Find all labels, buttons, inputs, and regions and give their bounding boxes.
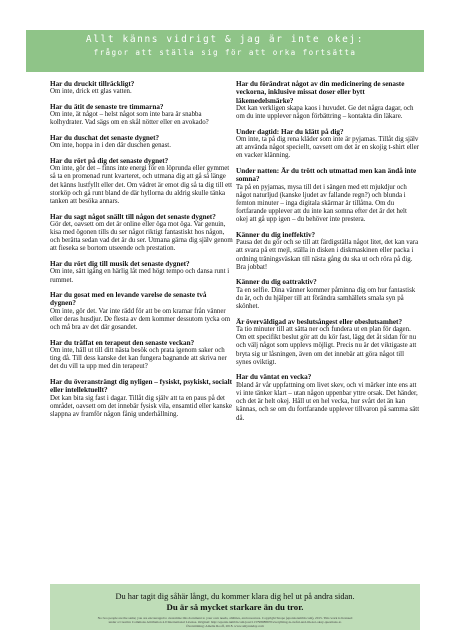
question-heading: Under dagtid: Har du klätt på dig? [236,127,344,136]
question-heading: Har du rört dig till musik det senaste dygnet? [50,260,190,269]
question-block [50,134,234,151]
question-answer: Ta tio minuter till att sätta ner och fundera ut en plan för dagen. Om ett specifikt beslut gör att du kör fast, lägg det åt sidan för nu och välj något som upplevs möjligt. Precis nu är det viktigaste att bryta sig ur låsningen, även om det innebär att göra något till synes oviktigt. [236,326,417,366]
question-answer: Om inte, sätt igång en härlig låt med högt tempo och dansa runt i rummet. [50,268,230,284]
question-answer: Om inte, ät något – helst något som inte bara är snabba kolhydrater. Vad sägs om en skål nötter eller en avokado? [50,111,209,127]
question-block [50,339,234,372]
question-block [50,103,234,128]
title-banner [26,30,424,72]
right-column [236,80,420,429]
question-heading: Känner du dig oattraktiv? [236,278,317,287]
question-answer: Det kan bita sig fast i dagar. Tillåt dig själv att ta en paus på det området, oavsett om det innebär fysisk vila, ensamtid eller kanske slappna av framför någon fånig underhållning. [50,394,232,419]
question-answer: Om inte, drick ett glas vatten. [50,88,132,96]
question-block [236,373,420,422]
question-block [236,231,420,272]
question-answer: Pausa det du gör och se till att färdigställa något litet, det kan vara att svara på ett mejl, ställa in disken i diskmaskinen eller packa i ordning träningsväskan till nästa gång du ska ut och röra på dig. Bra jobbat! [236,239,419,271]
page-title: Allt känns vidrigt & jag är inte okej: [85,34,365,45]
question-block [50,291,234,332]
encouragement-line: Du har tagit dig såhär långt, du kommer klara dig hel ut på andra sidan. [115,592,355,601]
question-heading: Har du överansträngt dig nyligen – fysiskt, psykiskt, socialt eller intellektuellt? [50,378,232,395]
question-answer: Ibland är vår uppfattning om livet skev, och vi märker inte ens att vi inte tänker klart – utan någon uppenbar yttre orsak. Det händer, och det är helt okej. Håll ut en hel vecka, hur svårt det än kan kännas, och se om du fortfarande upplever tillvaron på samma sätt då. [236,381,420,422]
question-columns [0,80,450,580]
question-heading: Har du väntat en vecka? [236,373,312,382]
license-footer [28,616,422,629]
question-heading: Har du sagt något snällt till någon det senaste dygnet? [50,212,216,221]
question-heading: Är överväldigad av beslutsångest eller obeslutsamhet? [236,317,403,326]
footer-line: under a Creative Commons Attribution 4.0 International License. Original: http://eponis.tumblr.com/post/113798088670/everything-is-awful-and-im-not-okay-questions-to [108,620,342,625]
question-heading: Har du duschat det senaste dygnet? [50,133,160,142]
question-block [236,278,420,311]
question-block [50,213,234,254]
question-answer: Om inte, gör det – finns inte energi för en löprunda eller gymmet så ta en promenad runt kvarteret, och utmana dig att gå så länge det känns lustfyllt eller det. Om vädret är emot dig så ta dig till ett storköp och gå runt bland de där hyllorna du aldrig skulle tänka tanken att besöka annars. [50,165,232,205]
question-block [236,318,420,367]
question-block [50,157,234,206]
question-heading: Har du träffat en terapeut den senaste veckan? [50,338,195,347]
footer-line: Översättning: Amelie Rooff, 2018. www.amyrunday.com [186,624,264,629]
question-answer: Om inte, ta på dig rena kläder som inte är pyjamas. Tillåt dig själv att använda något speciellt, oavsett om det är en skojig t-shirt eller en vacker klänning. [236,135,419,160]
question-block [50,378,234,419]
footer-line: No two people are the same; you are encouraged to customize this document to your own needs, abilities, and resources. Copyright Snope (eponis.tumblr.com), 2015. This work is licensed [97,616,353,620]
question-heading: Har du druckit tillräckligt? [50,80,135,88]
question-answer: Gör det, oavsett om det är online eller öga mot öga. Var genuin, kisa med ögonen tills du ser något riktigt fantastiskt hos någon, och berätta sedan vad det är du ser. Utmana gärna dig själv genom att fieseka se bortom utseende och prestation. [50,220,233,253]
question-block [50,260,234,285]
encouragement-bold-line: Du är så mycket starkare än du tror. [166,602,304,612]
question-heading: Har du förändrat något av din medicinering de senaste veckorna, inklusive missat doser eller bytt läkemedelsmärke? [236,80,405,105]
question-answer: Ta på en pyjamas, mysa till det i sängen med ett mjukdjur och något naturljud (kanske ljudet av fallande regn?) och blunda i femton minuter – inga digitala skärmar är tillåtna. Om du fortfarande upplever att du inte kan somna efter det är det helt okej att gå upp igen – du behöver inte prestera. [236,183,407,224]
question-heading: Känner du dig ineffektiv? [236,230,316,239]
question-block [236,128,420,161]
question-block [236,167,420,225]
left-column [50,80,234,426]
question-answer: Det kan verkligen skapa kaos i huvudet. Ge det några dagar, och om du inte upplever någon förbättring – kontakta din läkare. [236,104,414,121]
question-answer: Om inte, hoppa in i den där duschen genast. [50,142,171,150]
question-answer: Om inte, häll ut till ditt nästa besök och prata igenom saker och ting då. Till dess kanske det kan fungera bagnande att skriva ner det du vill ta upp med din terapeut? [50,347,227,371]
question-heading: Har du gosat med en levande varelse de senaste två dygnen? [50,291,207,308]
question-heading: Under natten: Är du trött och utmattad men kan ändå inte somna? [236,166,417,184]
question-answer: Ta en selfie. Dina vänner kommer påminna dig om hur fantastisk du är, och du hjälper till att förändra samhällets smala syn på skönhet. [236,286,416,311]
question-heading: Har du ätit de senaste tre timmarna? [50,102,164,111]
question-block [50,80,234,97]
question-block [236,80,420,121]
question-answer: Om inte, gör det. Var inte rädd för att be om kramar från vänner eller deras husdjur. De flesta av dem kommer dessutom tycka om och må bra av det där gosandet. [50,307,231,332]
page-subtitle: frågor att ställa sig för att orka fortsätta [93,48,357,57]
question-heading: Har du rört på dig det senaste dygnet? [50,156,169,165]
